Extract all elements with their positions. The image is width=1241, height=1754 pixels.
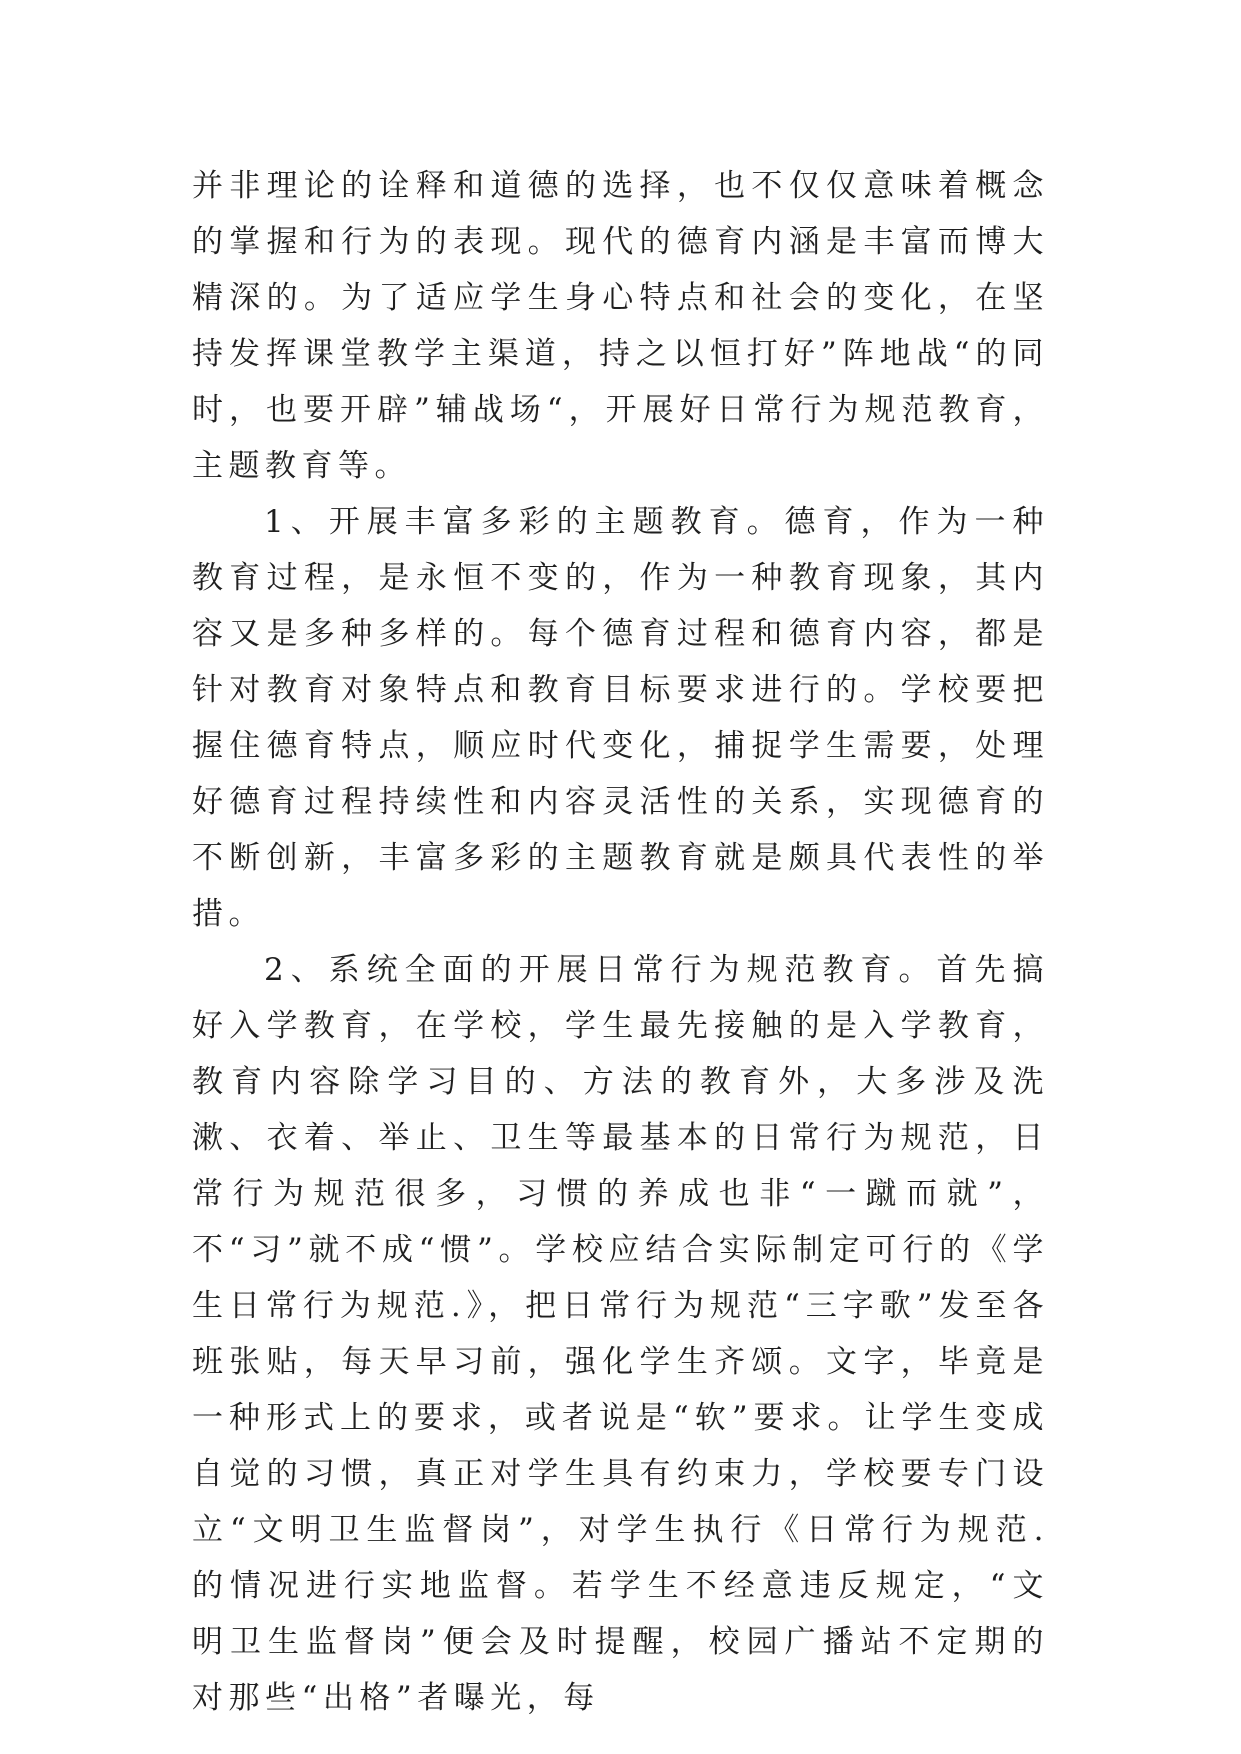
document-body xyxy=(192,158,1049,1726)
paragraph-behavior-norms: 2、系统全面的开展日常行为规范教育。首先搞好入学教育，在学校，学生最先接触的是入学教育，教育内容除学习目的、方法的教育外，大多涉及洗漱、衣着、举止、卫生等最基本的日常行为规范，日常行为规范很多，习惯的养成也非“一蹴而就”，不“习”就不成“惯”。学校应结合实际制定可行的《学生日常行为规范.》，把日常行为规范“三字歌”发至各班张贴，每天早习前，强化学生齐颂。文字，毕竟是一种形式上的要求，或者说是“软”要求。让学生变成自觉的习惯，真正对学生具有约束力，学校要专门设立“文明卫生监督岗”，对学生执行《日常行为规范.的情况进行实地监督。若学生不经意违反规定，“文明卫生监督岗”便会及时提醒，校园广播站不定期的对那些“出格”者曝光，每 xyxy=(192,952,1049,1716)
paragraph-theme-education: 1、开展丰富多彩的主题教育。德育，作为一种教育过程，是永恒不变的，作为一种教育现象，其内容又是多种多样的。每个德育过程和德育内容，都是针对教育对象特点和教育目标要求进行的。学校要把握住德育特点，顺应时代变化，捕捉学生需要，处理好德育过程持续性和内容灵活性的关系，实现德育的不断创新，丰富多彩的主题教育就是颇具代表性的举措。 xyxy=(192,504,1049,932)
paragraph-intro: 并非理论的诠释和道德的选择，也不仅仅意味着概念的掌握和行为的表现。现代的德育内涵是丰富而博大精深的。为了适应学生身心特点和社会的变化，在坚持发挥课堂教学主渠道，持之以恒打好”阵地战“的同时，也要开辟”辅战场“，开展好日常行为规范教育，主题教育等。 xyxy=(192,168,1049,484)
